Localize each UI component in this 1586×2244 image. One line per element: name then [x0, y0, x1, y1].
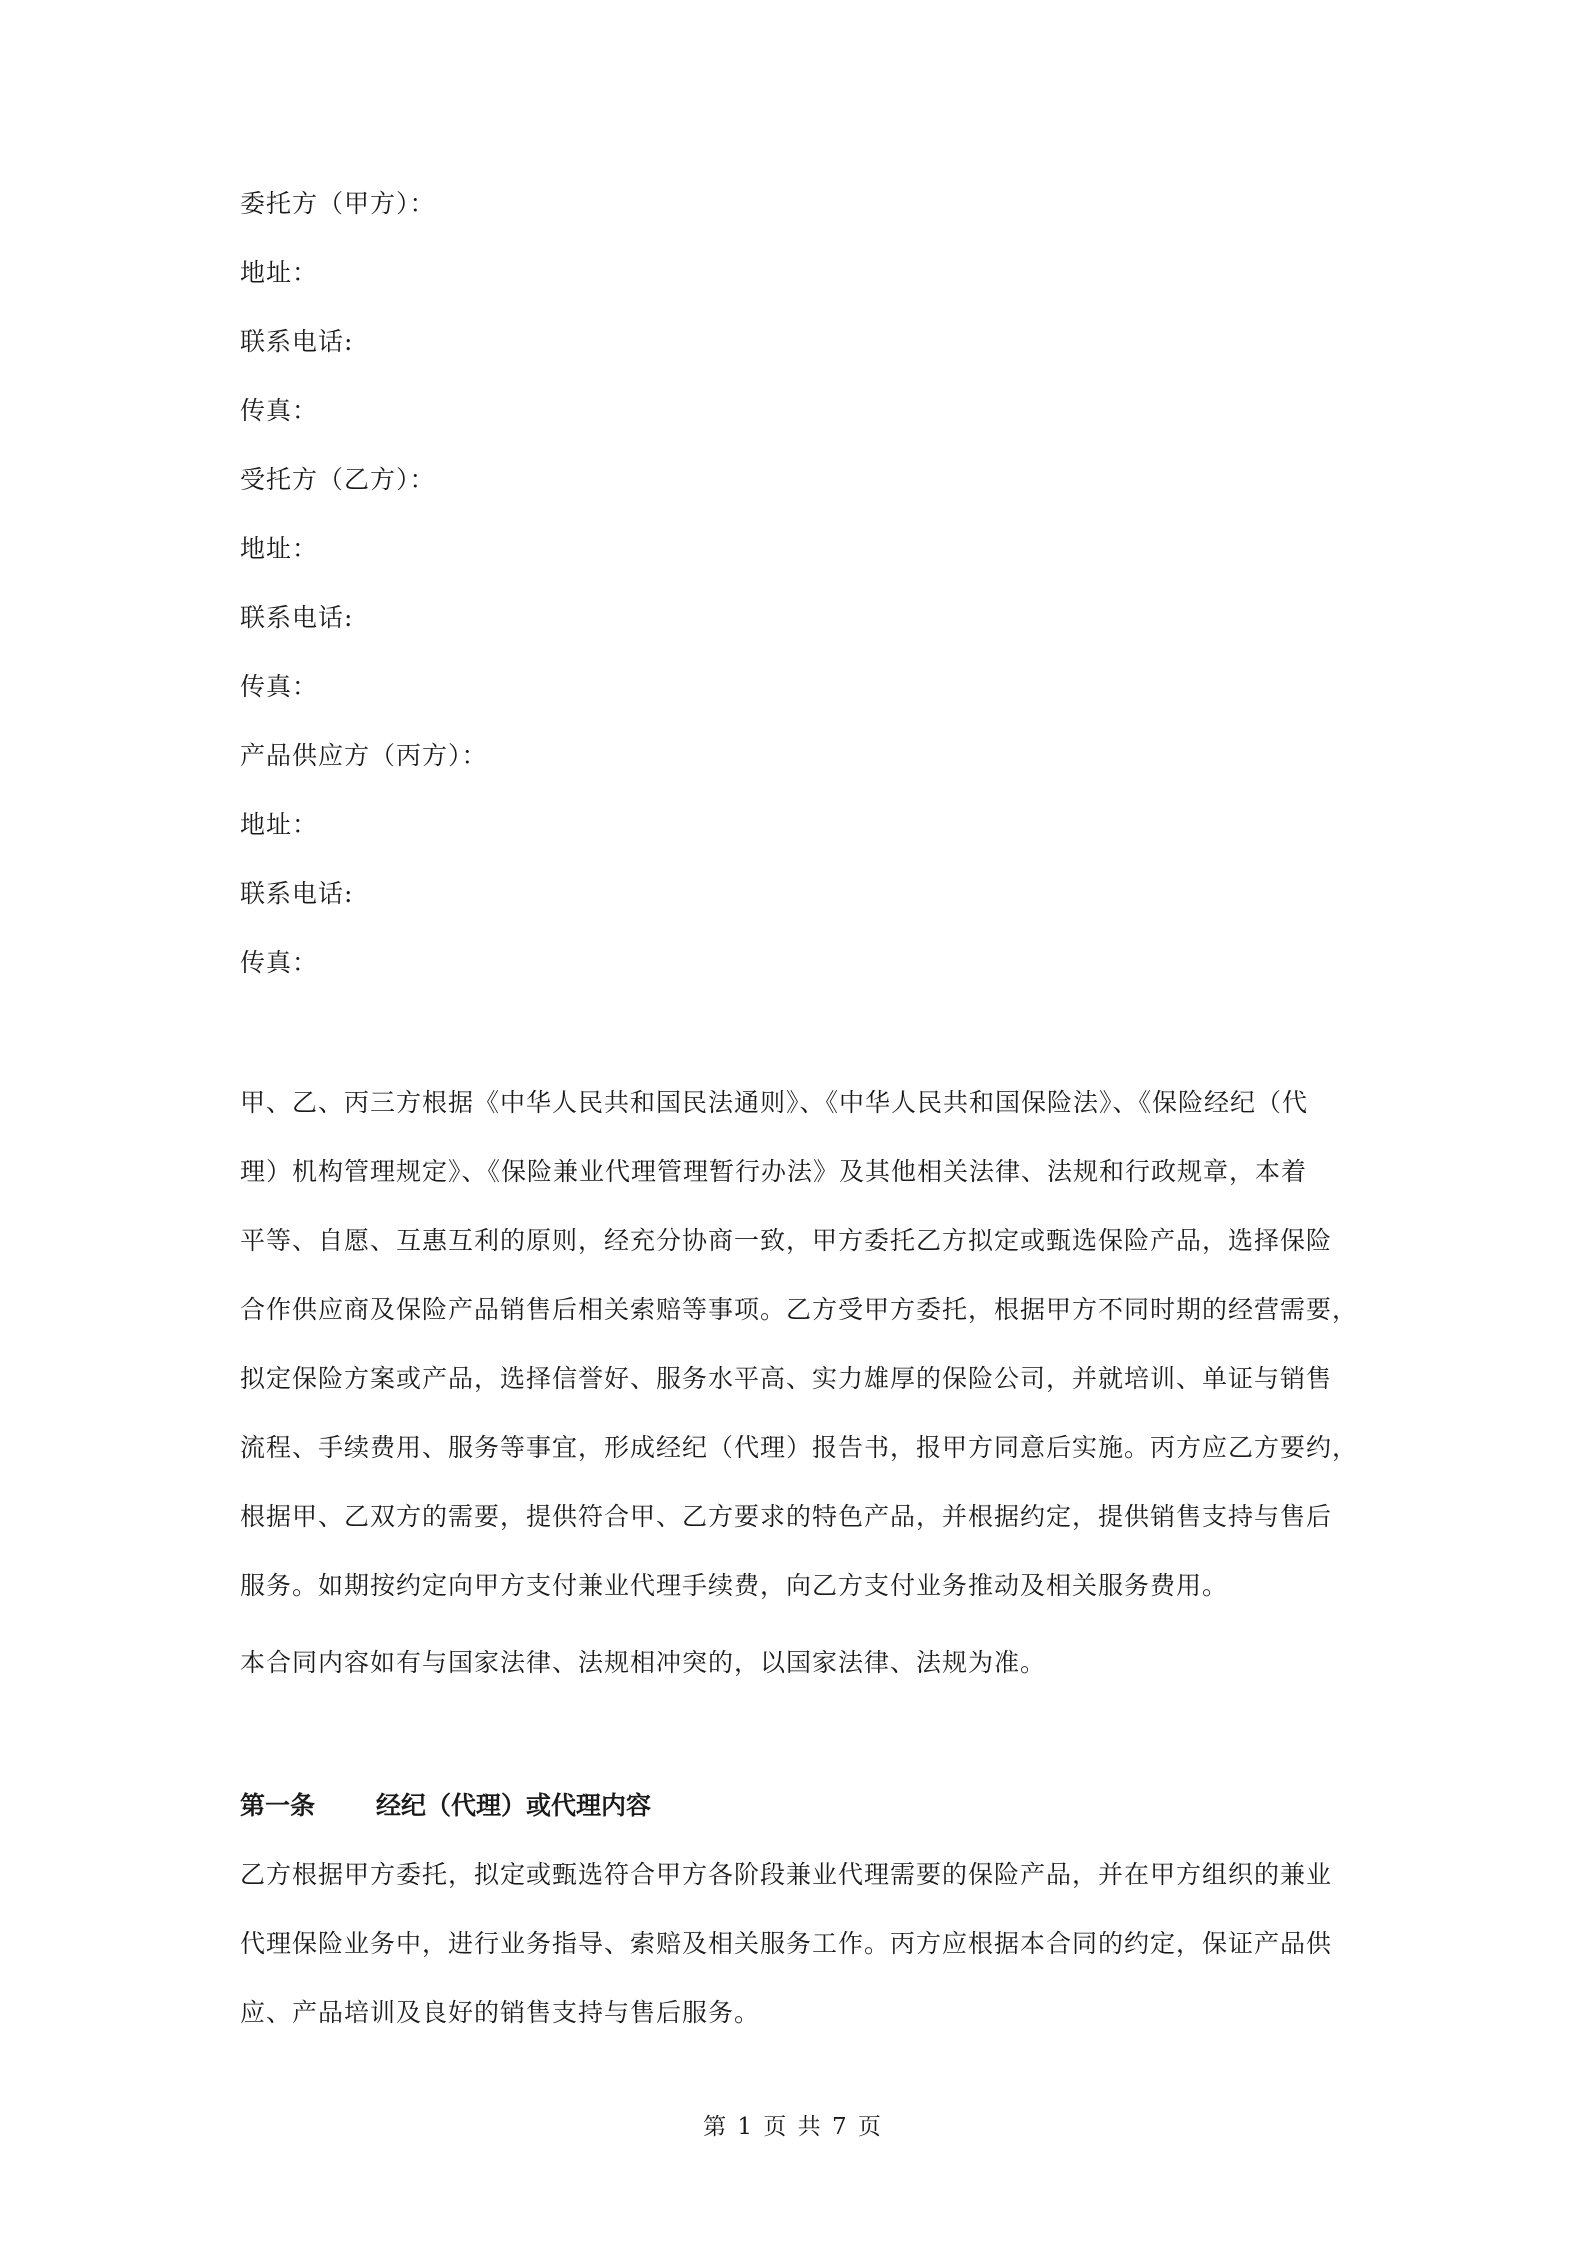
- article-line: 乙方根据甲方委托，拟定或甄选符合甲方各阶段兼业代理需要的保险产品，并在甲方组织的兼业: [240, 1860, 1333, 1889]
- article-line: 应、产品培训及良好的销售支持与售后服务。: [240, 1998, 761, 2027]
- party-a-phone: 联系电话:: [240, 327, 354, 356]
- party-a-label: 委托方（甲方）：: [240, 189, 436, 218]
- party-c-phone: 联系电话:: [240, 879, 354, 908]
- preamble-line: 合作供应商及保险产品销售后相关索赔等事项。乙方受甲方委托，根据甲方不同时期的经营需要，: [240, 1295, 1359, 1324]
- party-b-fax: 传真：: [240, 672, 319, 701]
- preamble-line: 流程、手续费用、服务等事宜，形成经纪（代理）报告书，报甲方同意后实施。丙方应乙方要约，: [240, 1433, 1359, 1462]
- preamble-line: 理）机构管理规定》、《保险兼业代理管理暂行办法》及其他相关法律、法规和行政规章，本着: [240, 1157, 1308, 1186]
- article-number: 第一条: [240, 1791, 316, 1820]
- party-c-fax: 传真：: [240, 948, 319, 977]
- party-b-phone: 联系电话:: [240, 603, 354, 632]
- party-c-address: 地址：: [240, 810, 319, 839]
- article-1-paragraph: [240, 1859, 1380, 2066]
- article-line: 代理保险业务中，进行业务指导、索赔及相关服务工作。丙方应根据本合同的约定，保证产品供: [240, 1929, 1333, 1958]
- article-1-heading: [240, 1790, 651, 1822]
- page-number-footer: 第 1 页 共 7 页: [703, 2114, 883, 2140]
- party-b-address: 地址：: [240, 534, 319, 563]
- article-title: 经纪（代理）或代理内容: [376, 1791, 652, 1820]
- party-b-label: 受托方（乙方）：: [240, 465, 436, 494]
- conflict-note: 本合同内容如有与国家法律、法规相冲突的，以国家法律、法规为准。: [240, 1648, 1047, 1677]
- party-a-address: 地址：: [240, 258, 319, 287]
- party-a-fax: 传真：: [240, 396, 319, 425]
- preamble-line: 拟定保险方案或产品，选择信誉好、服务水平高、实力雄厚的保险公司，并就培训、单证与销售: [240, 1364, 1333, 1393]
- preamble-line: 服务。如期按约定向甲方支付兼业代理手续费，向乙方支付业务推动及相关服务费用。: [240, 1571, 1229, 1600]
- preamble-line: 甲、乙、丙三方根据《中华人民共和国民法通则》、《中华人民共和国保险法》、《保险经纪（代: [240, 1088, 1309, 1117]
- preamble-line: 平等、自愿、互惠互利的原则，经充分协商一致，甲方委托乙方拟定或甄选保险产品，选择保险: [240, 1226, 1333, 1255]
- party-c-label: 产品供应方（丙方）：: [240, 741, 488, 770]
- preamble-line: 根据甲、乙双方的需要，提供符合甲、乙方要求的特色产品，并根据约定，提供销售支持与售后: [240, 1502, 1333, 1531]
- preamble-paragraph: [240, 1087, 1380, 1639]
